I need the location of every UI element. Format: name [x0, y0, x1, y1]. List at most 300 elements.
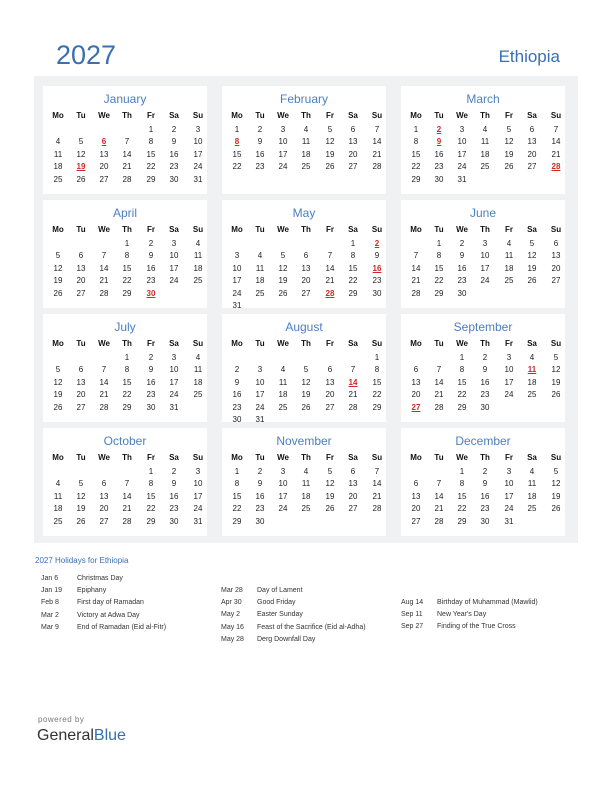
holiday-name: Victory at Adwa Day — [77, 611, 140, 619]
day-cell: 6 — [413, 479, 419, 489]
day-cell: 31 — [193, 516, 203, 526]
day-cell: 1 — [234, 125, 240, 134]
day-cell: 17 — [480, 263, 490, 273]
holiday-entry — [41, 612, 140, 619]
day-cell: 4 — [303, 467, 309, 476]
weekday-header: Tu — [255, 225, 265, 234]
weekday-header: Fr — [505, 339, 513, 348]
weekday-header: Su — [550, 111, 562, 120]
weekday-header: Fr — [326, 225, 334, 234]
powered-by-text: powered by — [38, 715, 85, 724]
holiday-day-cell: 28 — [325, 288, 335, 298]
holiday-day-cell: 9 — [436, 137, 442, 147]
day-cell: 27 — [76, 288, 86, 298]
day-cell: 25 — [53, 516, 63, 526]
day-cell: 19 — [504, 149, 514, 159]
day-cell: 20 — [411, 390, 421, 400]
day-cell: 11 — [301, 479, 311, 489]
weekday-header: Fr — [147, 453, 155, 462]
holiday-day-cell: 14 — [348, 377, 358, 387]
day-cell: 16 — [146, 377, 156, 387]
day-cell: 19 — [325, 491, 335, 501]
weekday-header: Tu — [76, 225, 86, 234]
month-june — [401, 200, 565, 308]
day-cell: 2 — [171, 467, 177, 476]
holiday-date: Feb 8 — [41, 599, 59, 607]
day-cell: 27 — [551, 276, 561, 286]
weekday-header: We — [456, 111, 468, 120]
day-cell: 3 — [280, 125, 286, 134]
weekday-header: Fr — [147, 339, 155, 348]
day-cell: 4 — [280, 365, 286, 375]
day-cell: 28 — [372, 162, 382, 172]
day-cell: 25 — [527, 504, 537, 514]
day-cell: 8 — [374, 365, 380, 375]
holiday-date: May 28 — [221, 635, 244, 643]
day-cell: 18 — [480, 149, 490, 159]
day-cell: 17 — [504, 491, 514, 501]
day-cell: 13 — [411, 377, 421, 387]
day-cell: 10 — [457, 137, 467, 147]
day-cell: 17 — [169, 263, 179, 273]
day-cell: 7 — [374, 125, 380, 134]
day-cell: 24 — [255, 402, 265, 412]
day-cell: 25 — [301, 504, 311, 514]
day-cell: 11 — [193, 251, 203, 261]
weekday-header: Tu — [76, 111, 86, 120]
day-cell: 2 — [171, 125, 177, 134]
day-cell: 28 — [99, 402, 109, 412]
weekday-header: We — [277, 339, 289, 348]
day-cell: 21 — [434, 504, 444, 514]
day-cell: 11 — [301, 137, 311, 147]
weekday-header: Sa — [527, 225, 537, 234]
day-cell: 22 — [372, 390, 382, 400]
day-cell: 15 — [232, 491, 242, 501]
holiday-day-cell: 8 — [234, 137, 240, 147]
day-cell: 29 — [122, 402, 132, 412]
day-cell: 23 — [372, 276, 382, 286]
day-cell: 11 — [193, 365, 203, 375]
day-cell: 15 — [146, 149, 156, 159]
holiday-day-cell: 19 — [76, 162, 86, 172]
day-cell: 11 — [53, 491, 63, 501]
weekday-header: Sa — [348, 453, 358, 462]
day-cell: 23 — [146, 276, 156, 286]
day-cell: 20 — [411, 504, 421, 514]
day-cell: 30 — [434, 174, 444, 184]
day-cell: 24 — [193, 162, 203, 172]
day-cell: 5 — [78, 479, 84, 489]
day-cell: 25 — [53, 174, 63, 184]
month-february — [222, 86, 386, 194]
day-cell: 19 — [301, 390, 311, 400]
day-cell: 20 — [99, 504, 109, 514]
day-cell: 24 — [278, 504, 288, 514]
day-cell: 27 — [99, 516, 109, 526]
month-april — [43, 200, 207, 308]
day-cell: 22 — [232, 162, 242, 172]
day-cell: 9 — [148, 365, 154, 375]
weekday-header: Tu — [434, 111, 444, 120]
day-cell: 16 — [480, 377, 490, 387]
weekday-header: Tu — [434, 339, 444, 348]
day-cell: 20 — [301, 276, 311, 286]
day-cell: 23 — [255, 504, 265, 514]
holiday-day-cell: 2 — [374, 239, 380, 248]
day-cell: 7 — [101, 251, 107, 261]
day-cell: 3 — [234, 251, 240, 261]
holiday-date: Mar 9 — [41, 623, 59, 631]
day-cell: 14 — [99, 263, 109, 273]
day-cell: 18 — [527, 377, 537, 387]
weekday-header: Mo — [52, 453, 64, 462]
day-cell: 12 — [325, 137, 335, 147]
weekday-header: Th — [122, 111, 132, 120]
day-cell: 16 — [480, 491, 490, 501]
weekday-header: Mo — [231, 453, 243, 462]
day-cell: 21 — [551, 149, 561, 159]
day-cell: 5 — [78, 137, 84, 147]
day-cell: 30 — [255, 516, 265, 526]
weekday-header: Th — [301, 111, 311, 120]
month-may — [222, 200, 386, 308]
day-cell: 17 — [193, 149, 203, 159]
day-cell: 31 — [457, 174, 467, 184]
day-cell: 25 — [193, 390, 203, 400]
day-cell: 7 — [350, 365, 356, 375]
weekday-header: Mo — [52, 225, 64, 234]
day-cell: 13 — [348, 479, 358, 489]
day-cell: 5 — [327, 125, 333, 134]
day-cell: 6 — [78, 251, 84, 261]
day-cell: 16 — [255, 149, 265, 159]
month-name: July — [114, 320, 136, 334]
month-name: November — [276, 434, 332, 448]
day-cell: 21 — [411, 276, 421, 286]
day-cell: 14 — [122, 149, 132, 159]
day-cell: 18 — [193, 377, 203, 387]
month-name: October — [103, 434, 147, 448]
day-cell: 19 — [551, 491, 561, 501]
day-cell: 7 — [124, 137, 130, 147]
day-cell: 1 — [124, 239, 130, 248]
weekday-header: Mo — [410, 225, 422, 234]
day-cell: 20 — [527, 149, 537, 159]
day-cell: 21 — [122, 162, 132, 172]
day-cell: 18 — [53, 504, 63, 514]
weekday-header: Fr — [147, 225, 155, 234]
weekday-header: Su — [550, 225, 562, 234]
brand-logo[interactable] — [37, 727, 126, 745]
brand-blue: Blue — [93, 727, 126, 744]
day-cell: 28 — [411, 288, 421, 298]
month-name: December — [455, 434, 511, 448]
day-cell: 13 — [527, 137, 537, 147]
day-cell: 13 — [301, 263, 311, 273]
day-cell: 6 — [553, 239, 559, 248]
day-cell: 4 — [257, 251, 263, 261]
day-cell: 27 — [99, 174, 109, 184]
holiday-entry — [41, 587, 106, 594]
day-cell: 23 — [457, 276, 467, 286]
day-cell: 31 — [255, 415, 265, 424]
day-cell: 6 — [303, 251, 309, 261]
day-cell: 12 — [53, 377, 63, 387]
day-cell: 13 — [348, 137, 358, 147]
day-cell: 10 — [504, 365, 514, 375]
day-cell: 23 — [434, 162, 444, 172]
day-cell: 2 — [257, 125, 263, 134]
day-cell: 23 — [232, 402, 242, 412]
day-cell: 16 — [255, 491, 265, 501]
day-cell: 7 — [553, 125, 559, 134]
day-cell: 2 — [148, 239, 154, 248]
day-cell: 15 — [122, 263, 132, 273]
weekday-header: We — [277, 225, 289, 234]
day-cell: 30 — [480, 516, 490, 526]
day-cell: 3 — [506, 467, 512, 476]
day-cell: 24 — [193, 504, 203, 514]
day-cell: 22 — [411, 162, 421, 172]
month-march — [401, 86, 565, 194]
day-cell: 3 — [459, 125, 465, 134]
day-cell: 12 — [76, 491, 86, 501]
weekday-header: Th — [301, 225, 311, 234]
day-cell: 26 — [527, 276, 537, 286]
day-cell: 5 — [529, 239, 535, 248]
day-cell: 22 — [457, 504, 467, 514]
weekday-header: Th — [480, 339, 490, 348]
day-cell: 1 — [374, 353, 380, 362]
holiday-entry — [401, 599, 538, 606]
holiday-date: May 16 — [221, 623, 244, 631]
day-cell: 28 — [372, 504, 382, 514]
weekday-header: Su — [371, 225, 383, 234]
day-cell: 1 — [459, 467, 465, 476]
day-cell: 29 — [457, 402, 467, 412]
weekday-header: Th — [122, 339, 132, 348]
day-cell: 24 — [232, 288, 242, 298]
year-title: 2027 — [56, 40, 117, 70]
day-cell: 29 — [232, 516, 242, 526]
day-cell: 27 — [527, 162, 537, 172]
day-cell: 31 — [504, 516, 514, 526]
day-cell: 22 — [348, 276, 358, 286]
day-cell: 1 — [148, 125, 154, 134]
day-cell: 30 — [457, 288, 467, 298]
month-name: June — [469, 206, 497, 220]
day-cell: 30 — [372, 288, 382, 298]
day-cell: 7 — [327, 251, 333, 261]
day-cell: 12 — [325, 479, 335, 489]
day-cell: 29 — [348, 288, 358, 298]
day-cell: 11 — [53, 149, 63, 159]
weekday-header: Sa — [169, 111, 179, 120]
day-cell: 1 — [350, 239, 356, 248]
day-cell: 2 — [148, 353, 154, 362]
month-august — [222, 314, 386, 422]
holiday-date: Aug 14 — [401, 599, 424, 606]
weekday-header: Mo — [231, 339, 243, 348]
day-cell: 10 — [232, 263, 242, 273]
day-cell: 8 — [413, 137, 419, 147]
weekday-header: Tu — [434, 225, 444, 234]
day-cell: 6 — [101, 479, 107, 489]
day-cell: 18 — [255, 276, 265, 286]
day-cell: 14 — [372, 479, 382, 489]
day-cell: 24 — [278, 162, 288, 172]
weekday-header: Su — [371, 111, 383, 120]
holiday-name: Epiphany — [77, 587, 107, 595]
day-cell: 28 — [99, 288, 109, 298]
month-november — [222, 428, 386, 536]
day-cell: 16 — [169, 149, 179, 159]
holiday-day-cell: 6 — [101, 137, 107, 147]
day-cell: 8 — [350, 251, 356, 261]
weekday-header: We — [98, 453, 110, 462]
day-cell: 17 — [504, 377, 514, 387]
holiday-name: Good Friday — [257, 599, 296, 607]
weekday-header: Sa — [527, 339, 537, 348]
day-cell: 15 — [434, 263, 444, 273]
weekday-header: Mo — [52, 339, 64, 348]
month-name: August — [285, 320, 323, 334]
day-cell: 2 — [482, 467, 488, 476]
weekday-header: Mo — [410, 111, 422, 120]
day-cell: 12 — [76, 149, 86, 159]
day-cell: 23 — [169, 162, 179, 172]
day-cell: 30 — [169, 516, 179, 526]
day-cell: 10 — [193, 137, 203, 147]
day-cell: 12 — [53, 263, 63, 273]
day-cell: 13 — [76, 263, 86, 273]
day-cell: 25 — [301, 162, 311, 172]
weekday-header: Fr — [147, 111, 155, 120]
day-cell: 10 — [255, 377, 265, 387]
day-cell: 25 — [255, 288, 265, 298]
month-september — [401, 314, 565, 422]
weekday-header: Mo — [52, 111, 64, 120]
day-cell: 3 — [280, 467, 286, 476]
day-cell: 8 — [459, 365, 465, 375]
day-cell: 18 — [193, 263, 203, 273]
day-cell: 8 — [436, 251, 442, 261]
day-cell: 23 — [169, 504, 179, 514]
day-cell: 12 — [278, 263, 288, 273]
day-cell: 26 — [53, 402, 63, 412]
day-cell: 27 — [301, 288, 311, 298]
weekday-header: Su — [371, 339, 383, 348]
day-cell: 21 — [434, 390, 444, 400]
day-cell: 17 — [232, 276, 242, 286]
day-cell: 10 — [193, 479, 203, 489]
day-cell: 20 — [76, 390, 86, 400]
day-cell: 10 — [278, 137, 288, 147]
day-cell: 6 — [413, 365, 419, 375]
day-cell: 15 — [122, 377, 132, 387]
day-cell: 24 — [169, 276, 179, 286]
day-cell: 13 — [76, 377, 86, 387]
brand-general: General — [37, 727, 94, 744]
day-cell: 17 — [193, 491, 203, 501]
day-cell: 5 — [55, 365, 61, 375]
day-cell: 24 — [504, 504, 514, 514]
day-cell: 29 — [122, 288, 132, 298]
day-cell: 18 — [527, 491, 537, 501]
day-cell: 9 — [148, 251, 154, 261]
day-cell: 1 — [413, 125, 419, 134]
day-cell: 14 — [372, 137, 382, 147]
weekday-header: Fr — [505, 453, 513, 462]
month-name: April — [112, 206, 137, 220]
holiday-date: Mar 2 — [41, 611, 59, 619]
weekday-header: Mo — [410, 339, 422, 348]
weekday-header: Sa — [348, 111, 358, 120]
day-cell: 3 — [506, 353, 512, 362]
weekday-header: We — [456, 225, 468, 234]
weekday-header: Mo — [231, 225, 243, 234]
weekday-header: Su — [371, 453, 383, 462]
day-cell: 24 — [504, 390, 514, 400]
day-cell: 13 — [99, 491, 109, 501]
day-cell: 6 — [327, 365, 333, 375]
day-cell: 5 — [553, 467, 559, 476]
day-cell: 16 — [146, 263, 156, 273]
day-cell: 8 — [148, 479, 154, 489]
day-cell: 13 — [325, 377, 335, 387]
day-cell: 19 — [278, 276, 288, 286]
day-cell: 21 — [122, 504, 132, 514]
day-cell: 5 — [327, 467, 333, 476]
day-cell: 11 — [278, 377, 288, 387]
day-cell: 13 — [551, 251, 561, 261]
day-cell: 15 — [457, 491, 467, 501]
weekday-header: Mo — [231, 111, 243, 120]
day-cell: 7 — [436, 479, 442, 489]
day-cell: 24 — [480, 276, 490, 286]
day-cell: 15 — [146, 491, 156, 501]
day-cell: 9 — [257, 137, 263, 147]
day-cell: 8 — [234, 479, 240, 489]
month-name: September — [453, 320, 513, 334]
weekday-header: We — [277, 111, 289, 120]
day-cell: 15 — [372, 377, 382, 387]
weekday-header: Th — [480, 225, 490, 234]
month-name: March — [466, 92, 500, 106]
day-cell: 23 — [255, 162, 265, 172]
day-cell: 25 — [193, 276, 203, 286]
day-cell: 26 — [325, 504, 335, 514]
day-cell: 9 — [482, 479, 488, 489]
holiday-date: Jan 19 — [41, 587, 63, 595]
day-cell: 2 — [482, 353, 488, 362]
day-cell: 24 — [457, 162, 467, 172]
day-cell: 6 — [350, 467, 356, 476]
holiday-date: May 2 — [221, 611, 241, 619]
weekday-header: Tu — [76, 339, 86, 348]
day-cell: 15 — [411, 149, 421, 159]
holiday-entry — [401, 623, 516, 630]
day-cell: 25 — [480, 162, 490, 172]
holiday-day-cell: 11 — [527, 365, 537, 375]
day-cell: 8 — [459, 479, 465, 489]
day-cell: 8 — [124, 251, 130, 261]
holiday-entry — [401, 611, 486, 618]
month-name: February — [279, 92, 329, 106]
day-cell: 20 — [99, 162, 109, 172]
weekday-header: Th — [480, 111, 490, 120]
